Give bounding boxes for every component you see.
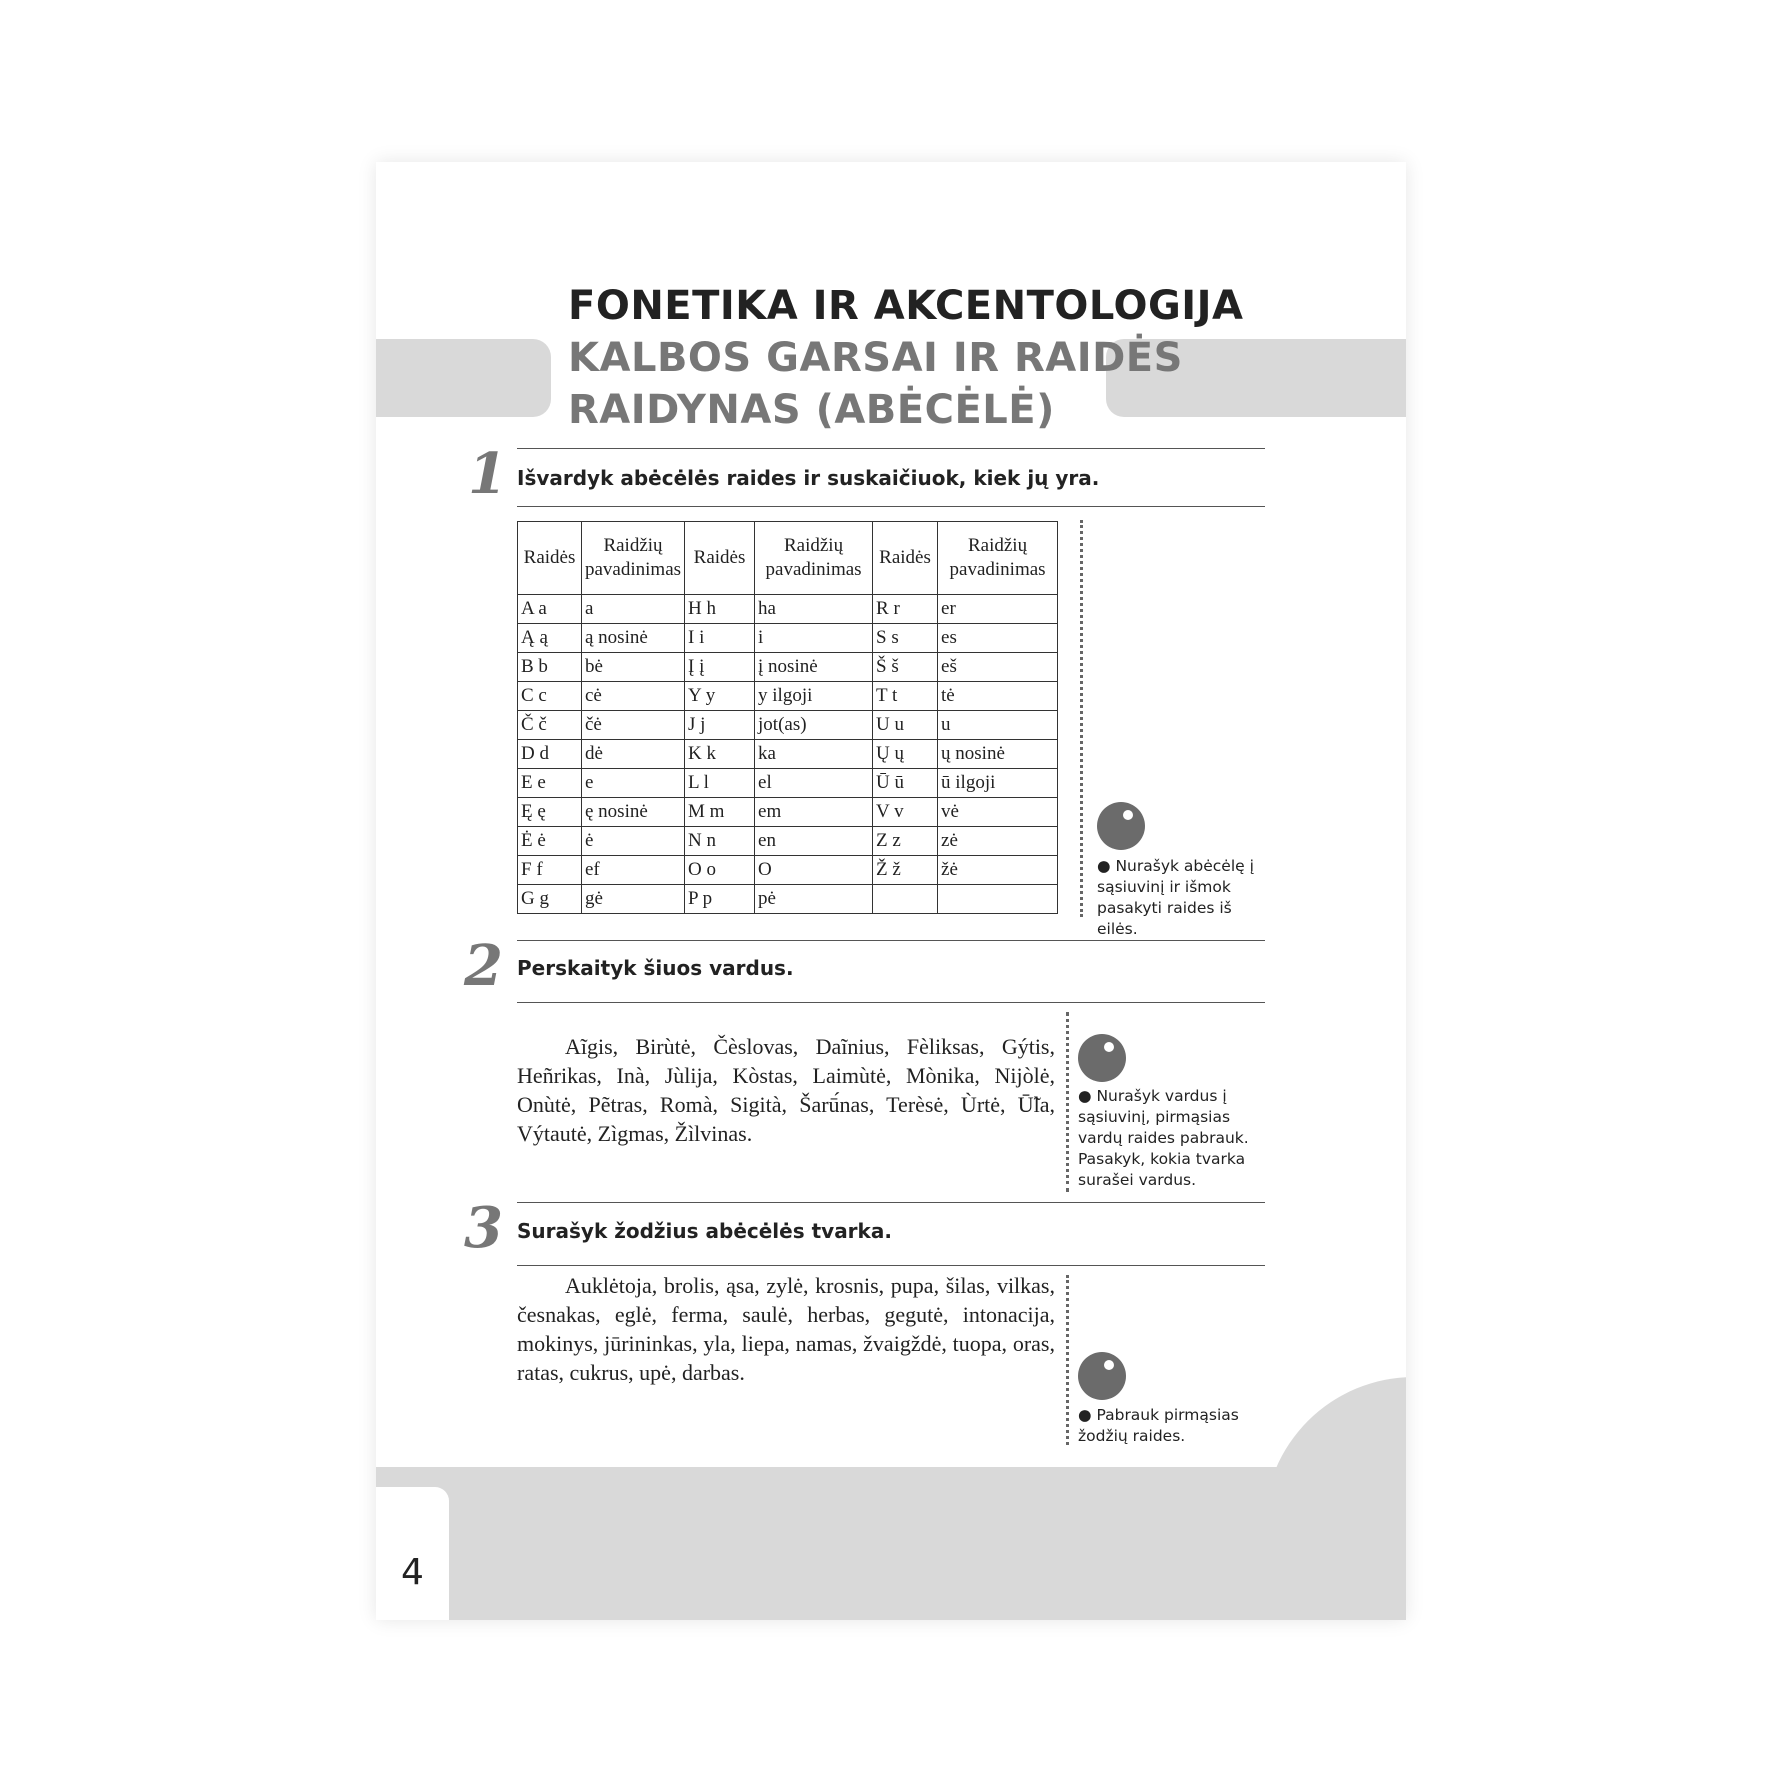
letter-cell: C c xyxy=(518,682,582,711)
letter-name-cell: ū ilgoji xyxy=(938,769,1058,798)
letter-name-cell: u xyxy=(938,711,1058,740)
letter-cell: L l xyxy=(685,769,755,798)
column-header: Raidės xyxy=(685,522,755,595)
table-row xyxy=(518,827,1058,856)
side-note: ● Nurašyk vardus į sąsiuvinį, pirmąsias vardų raides pabrauk. Pasakyk, kokia tvarka surašei vardus. xyxy=(1078,1087,1249,1189)
letter-name-cell: į nosinė xyxy=(755,653,873,682)
letter-name-cell: cė xyxy=(582,682,685,711)
table-row xyxy=(518,798,1058,827)
dotted-margin-line xyxy=(1080,520,1083,917)
task-number: 2 xyxy=(464,933,503,999)
letter-name-cell: O xyxy=(755,856,873,885)
letter-name-cell: el xyxy=(755,769,873,798)
divider xyxy=(517,506,1265,507)
table-row xyxy=(518,856,1058,885)
letter-cell: J j xyxy=(685,711,755,740)
letter-name-cell: ę nosinė xyxy=(582,798,685,827)
column-header: Raidės xyxy=(518,522,582,595)
column-header: Raidžių pavadinimas xyxy=(938,522,1058,595)
table-row xyxy=(518,769,1058,798)
letter-cell: H h xyxy=(685,595,755,624)
hint-bullet-icon xyxy=(1097,802,1145,850)
topic-title: KALBOS GARSAI IR RAIDĖS xyxy=(568,335,1183,381)
letter-cell: P p xyxy=(685,885,755,914)
table-row xyxy=(518,595,1058,624)
letter-name-cell: i xyxy=(755,624,873,653)
table-row xyxy=(518,653,1058,682)
letter-name-cell: a xyxy=(582,595,685,624)
letter-name-cell: em xyxy=(755,798,873,827)
letter-name-cell: ų nosinė xyxy=(938,740,1058,769)
workbook-page xyxy=(376,162,1406,1620)
letter-cell: Ų ų xyxy=(873,740,938,769)
page-number: 4 xyxy=(401,1552,424,1593)
divider xyxy=(517,1002,1265,1003)
letter-name-cell: eš xyxy=(938,653,1058,682)
task-title: Perskaityk šiuos vardus. xyxy=(517,956,794,980)
letter-name-cell xyxy=(938,885,1058,914)
names-paragraph: Aĩgis, Birùtė, Čèslovas, Daĩnius, Fèliksas, Gýtis, Heñrikas, Inà, Jùlija, Kòstas, Laimùtė, Mònika, Nijòlė, Onùtė, Pẽtras, Romà, Sigità, Šarū́nas, Terèsė, Ùrtė, Ū̃la, Výtautė, Zìgmas, Žìlvinas. xyxy=(517,1034,1055,1146)
letter-name-cell: ka xyxy=(755,740,873,769)
hint-bullet-icon xyxy=(1078,1352,1126,1400)
dotted-margin-line xyxy=(1066,1275,1069,1445)
letter-cell: V v xyxy=(873,798,938,827)
letter-name-cell: tė xyxy=(938,682,1058,711)
table-row xyxy=(518,740,1058,769)
letter-name-cell: e xyxy=(582,769,685,798)
alphabet-table-body xyxy=(518,595,1058,914)
letter-cell: F f xyxy=(518,856,582,885)
letter-name-cell: ė xyxy=(582,827,685,856)
task-number: 1 xyxy=(468,441,507,507)
letter-cell: G g xyxy=(518,885,582,914)
letter-cell: U u xyxy=(873,711,938,740)
table-row xyxy=(518,682,1058,711)
table-row xyxy=(518,885,1058,914)
letter-cell: Ė ė xyxy=(518,827,582,856)
letter-cell: R r xyxy=(873,595,938,624)
letter-name-cell: žė xyxy=(938,856,1058,885)
letter-cell: Ž ž xyxy=(873,856,938,885)
table-header-row xyxy=(518,522,1058,595)
letter-name-cell: gė xyxy=(582,885,685,914)
letter-cell: Y y xyxy=(685,682,755,711)
letter-cell: Č č xyxy=(518,711,582,740)
letter-name-cell: pė xyxy=(755,885,873,914)
letter-cell xyxy=(873,885,938,914)
letter-cell: O o xyxy=(685,856,755,885)
letter-cell: M m xyxy=(685,798,755,827)
table-row xyxy=(518,711,1058,740)
divider xyxy=(517,1265,1265,1266)
task-title: Surašyk žodžius abėcėlės tvarka. xyxy=(517,1219,892,1243)
divider xyxy=(517,940,1265,941)
side-note: ● Nurašyk abėcėlę į sąsiuvinį ir išmok pasakyti raides iš eilės. xyxy=(1097,857,1254,938)
letter-cell: N n xyxy=(685,827,755,856)
letter-name-cell: ha xyxy=(755,595,873,624)
column-header: Raidžių pavadinimas xyxy=(582,522,685,595)
letter-cell: K k xyxy=(685,740,755,769)
letter-name-cell: y ilgoji xyxy=(755,682,873,711)
letter-name-cell: zė xyxy=(938,827,1058,856)
letter-cell: Ū ū xyxy=(873,769,938,798)
letter-cell: B b xyxy=(518,653,582,682)
footer-band xyxy=(376,1467,1406,1620)
subtopic-title: RAIDYNAS (ABĖCĖLĖ) xyxy=(568,387,1055,433)
letter-cell: Ą ą xyxy=(518,624,582,653)
letter-name-cell: dė xyxy=(582,740,685,769)
dotted-margin-line xyxy=(1066,1012,1069,1192)
letter-name-cell: es xyxy=(938,624,1058,653)
letter-name-cell: en xyxy=(755,827,873,856)
letter-cell: D d xyxy=(518,740,582,769)
letter-cell: Z z xyxy=(873,827,938,856)
letter-cell: E e xyxy=(518,769,582,798)
letter-name-cell: čė xyxy=(582,711,685,740)
letter-name-cell: jot(as) xyxy=(755,711,873,740)
hint-bullet-icon xyxy=(1078,1034,1126,1082)
letter-name-cell: bė xyxy=(582,653,685,682)
alphabet-table xyxy=(517,521,1058,914)
letter-name-cell: vė xyxy=(938,798,1058,827)
header-band-left xyxy=(376,339,551,417)
page-headings xyxy=(568,280,1244,436)
table-row xyxy=(518,624,1058,653)
letter-cell: Š š xyxy=(873,653,938,682)
column-header: Raidžių pavadinimas xyxy=(755,522,873,595)
letter-name-cell: ą nosinė xyxy=(582,624,685,653)
task-title: Išvardyk abėcėlės raides ir suskaičiuok, kiek jų yra. xyxy=(517,466,1100,490)
section-title: FONETIKA IR AKCENTOLOGIJA xyxy=(568,283,1244,329)
letter-cell: A a xyxy=(518,595,582,624)
letter-name-cell: er xyxy=(938,595,1058,624)
letter-name-cell: ef xyxy=(582,856,685,885)
letter-cell: Ę ę xyxy=(518,798,582,827)
divider xyxy=(517,448,1265,449)
divider xyxy=(517,1202,1265,1203)
column-header: Raidės xyxy=(873,522,938,595)
letter-cell: I i xyxy=(685,624,755,653)
task-number: 3 xyxy=(464,1195,503,1261)
words-paragraph: Auklėtoja, brolis, ąsa, zylė, krosnis, pupa, šilas, vilkas, česnakas, eglė, ferma, saulė, herbas, gegutė, intonacija, mokinys, jūrininkas, yla, liepa, namas, žvaigždė, tuopa, oras, ratas, cukrus, upė, darbas. xyxy=(517,1273,1055,1385)
letter-cell: S s xyxy=(873,624,938,653)
letter-cell: Į į xyxy=(685,653,755,682)
letter-cell: T t xyxy=(873,682,938,711)
side-note: ● Pabrauk pirmąsias žodžių raides. xyxy=(1078,1406,1239,1445)
